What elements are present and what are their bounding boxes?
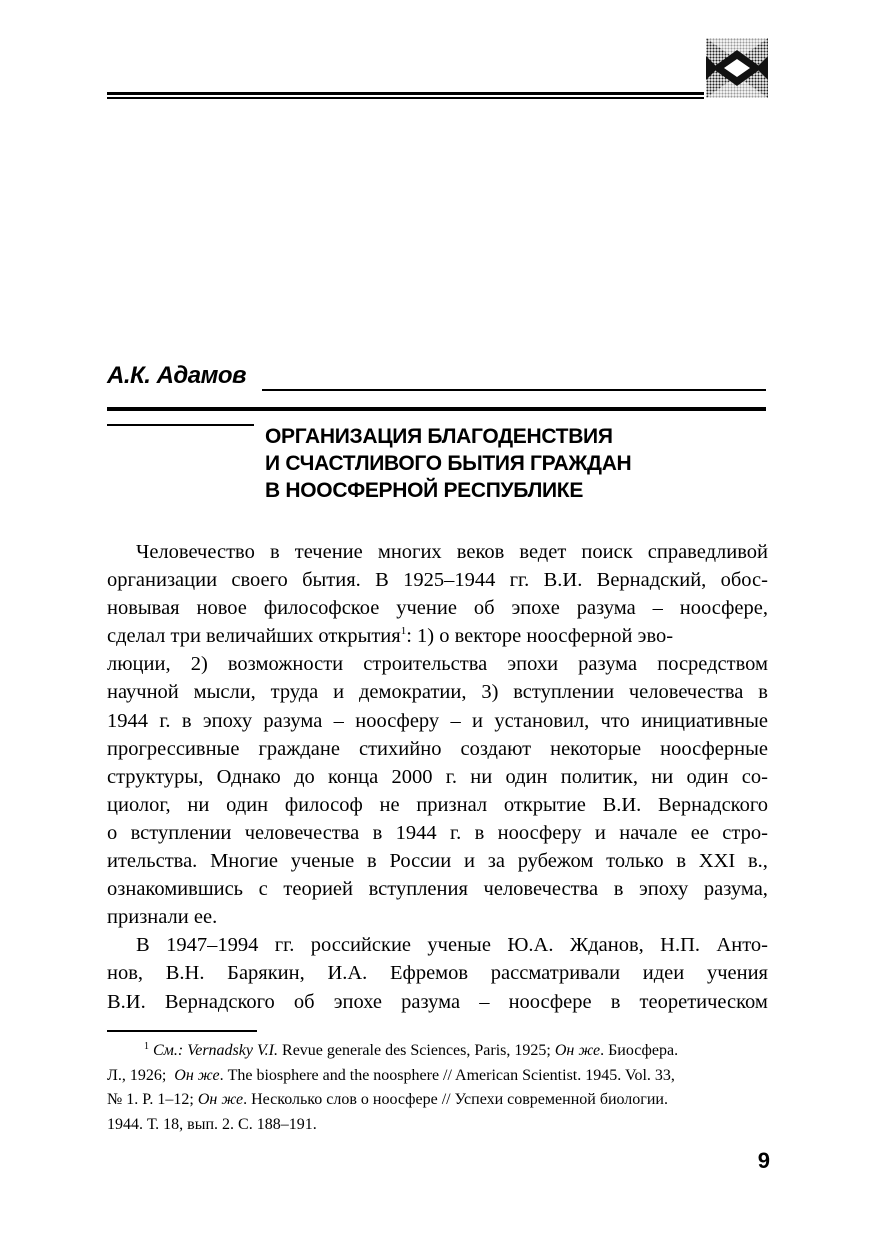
word: до [294, 765, 315, 788]
word: не [379, 793, 400, 816]
word: вступлении [130, 821, 232, 844]
body-line [107, 678, 768, 706]
footnote-segment [107, 1088, 668, 1113]
footnote-italic: Он же [174, 1066, 220, 1084]
word: ноосферу [355, 709, 440, 732]
footnote-text: . The biosphere and the noosphere // American Scientist. 1945. Vol. 33, [219, 1066, 675, 1084]
article-title [265, 423, 765, 504]
body-line [107, 650, 768, 678]
word: г. [450, 821, 462, 844]
word: В [375, 569, 389, 592]
word: начале [619, 821, 678, 844]
word: возможности [227, 653, 344, 676]
footnote-segment [107, 1064, 675, 1089]
word: демократии, [358, 681, 467, 704]
word: научной [107, 681, 179, 704]
word: гг. [509, 569, 530, 592]
word: Однако [216, 765, 281, 788]
footnote-line: 1944. Т. 18, вып. 2. С. 188–191. [107, 1115, 317, 1133]
word: в [269, 541, 280, 563]
body-line [107, 847, 768, 875]
word: установил, [494, 709, 590, 732]
body-line [107, 594, 768, 622]
word: человечества [628, 681, 744, 704]
word: человечества [244, 821, 360, 844]
word: об [293, 990, 315, 1013]
word: со- [741, 765, 768, 788]
word: 1944 [395, 821, 437, 844]
word: структуры, [107, 765, 204, 788]
word: В [136, 934, 150, 957]
word: ученые [290, 850, 355, 873]
word: Вернадский, [596, 569, 707, 592]
word: прогрессивные [107, 737, 240, 760]
word: 2000 [391, 765, 433, 788]
word: в [610, 990, 621, 1013]
word: разума [578, 653, 638, 676]
author-rule [262, 389, 766, 391]
body-segment-text: : 1) о векторе ноосферной эво- [406, 625, 674, 648]
footnote-text: . Несколько слов о ноосфере // Успехи современной биологии. [243, 1091, 668, 1108]
word: Ефремов [390, 962, 469, 985]
word: России [389, 850, 452, 873]
word: учения [706, 962, 768, 985]
word: – [333, 709, 344, 732]
word: и [464, 850, 475, 873]
word: рубежом [517, 850, 594, 873]
word: Вернадского [164, 990, 275, 1013]
footnote-text: Revue generale des Sciences, Paris, 1925; [278, 1042, 555, 1059]
word: г. [445, 765, 457, 788]
body-line: признали ее. [107, 906, 218, 929]
word: мысли, [193, 681, 256, 704]
word: только [606, 850, 664, 873]
word: эпоху [202, 709, 253, 732]
word: ни [651, 765, 674, 788]
word: бытия. [302, 569, 361, 592]
word: философ [284, 793, 363, 816]
footnote-text: . Биосфера. [600, 1042, 679, 1059]
word: человечества [483, 878, 599, 901]
word: обос- [720, 569, 768, 592]
body-line [107, 931, 768, 959]
word: разума, [703, 878, 768, 901]
body-line [107, 707, 768, 735]
word: 1925–1944 [403, 569, 496, 592]
word: посредством [657, 653, 768, 676]
word: течение [294, 541, 363, 563]
word: и [333, 681, 345, 704]
body-line [107, 538, 768, 566]
author-name: А.К. Адамов [107, 362, 247, 389]
body-line [107, 622, 768, 650]
word: справедливой [647, 541, 768, 563]
word: учение [396, 597, 457, 620]
word: в [613, 878, 624, 901]
word: стро- [722, 821, 768, 844]
word: эпохи [507, 653, 559, 676]
word: Н.П. [660, 934, 701, 957]
word: В.Н. [165, 962, 205, 985]
word: признал [416, 793, 488, 816]
word: в [367, 850, 377, 873]
word: ученые [427, 934, 491, 957]
word: разума [401, 990, 461, 1013]
header-rule-thin [107, 97, 704, 99]
word: Барякин, [227, 962, 305, 985]
word: ноосферные [660, 737, 768, 760]
word: граждане [258, 737, 340, 760]
footnote-line [107, 1064, 768, 1089]
word: 1947–1994 [166, 934, 259, 957]
word: XXI [698, 850, 736, 873]
word: инициативные [641, 709, 768, 732]
body-line [107, 819, 768, 847]
footnote-italic: Он же [554, 1042, 601, 1059]
word: В.И. [543, 569, 583, 592]
footnote-line [107, 1088, 768, 1113]
word: в [372, 821, 383, 844]
word: ее [690, 821, 709, 844]
word: люции, [107, 653, 171, 676]
word: Анто- [716, 934, 768, 957]
word: один [686, 765, 729, 788]
title-rule-short [107, 424, 254, 426]
word: Вернадского [658, 793, 768, 816]
word: – [479, 990, 490, 1013]
word: новывая [107, 597, 180, 620]
word: и [594, 821, 606, 844]
word: в [676, 850, 687, 873]
word: ноосфере, [679, 597, 768, 620]
footnote-line [107, 1039, 768, 1064]
word: веков [456, 541, 505, 563]
word: ноосфере [508, 990, 592, 1013]
body-text [107, 538, 768, 1016]
word: И.А. [327, 962, 368, 985]
word: эпохе [511, 597, 560, 620]
title-line: И СЧАСТЛИВОГО БЫТИЯ ГРАЖДАН [265, 452, 632, 475]
word: гг. [274, 934, 295, 957]
word: – [652, 597, 663, 620]
footnote-italic: См.: Vernadsky V.I. [153, 1042, 279, 1059]
word: циолог, [107, 793, 171, 816]
word: ноосферу [497, 821, 582, 844]
word: и [472, 709, 484, 732]
word: вступления [368, 878, 468, 901]
word: 1944 [107, 709, 148, 732]
word: многих [377, 541, 442, 563]
word: своего [231, 569, 288, 592]
word: ни [187, 793, 210, 816]
word: нов, [107, 962, 144, 985]
word: один [505, 765, 548, 788]
ornament-icon [706, 38, 768, 98]
footnote-text: Л., 1926; [107, 1066, 175, 1084]
word: ознакомившись [107, 878, 244, 901]
body-segment-text: сделал три величайших открытия [107, 625, 401, 648]
word: Ю.А. [507, 934, 554, 957]
word: за [487, 850, 505, 873]
word: политик, [560, 765, 638, 788]
word: г. [159, 709, 171, 732]
body-line [107, 735, 768, 763]
word: в [181, 709, 192, 732]
word: В.И. [107, 990, 146, 1013]
word: с [258, 878, 268, 901]
word: теоретическом [639, 990, 768, 1013]
footnote [107, 1039, 768, 1137]
word: один [226, 793, 269, 816]
word: российские [310, 934, 412, 957]
title-rule-thick [107, 407, 766, 411]
word: В.И. [602, 793, 642, 816]
word: вступлении [513, 681, 615, 704]
body-line [107, 959, 768, 987]
word: некоторые [550, 737, 642, 760]
body-line [107, 988, 768, 1016]
word: новое [196, 597, 247, 620]
word: в., [747, 850, 768, 873]
word: стихийно [359, 737, 442, 760]
body-line [107, 875, 768, 903]
body-line [107, 763, 768, 791]
footnote-rule [107, 1030, 257, 1032]
word: ительства. [107, 850, 198, 873]
word: 3) [481, 681, 499, 704]
word: ни [470, 765, 493, 788]
word: ведет [519, 541, 567, 563]
word: эпохе [333, 990, 383, 1013]
word: теорией [283, 878, 353, 901]
word: труда [270, 681, 319, 704]
word: о [107, 821, 118, 844]
word: поиск [581, 541, 633, 563]
word: создают [460, 737, 532, 760]
body-line [107, 566, 768, 594]
word: разума [263, 709, 323, 732]
body-segment [107, 622, 673, 650]
word: Многие [210, 850, 278, 873]
word: что [600, 709, 630, 732]
body-line [107, 791, 768, 819]
word: открытие [503, 793, 586, 816]
word: 2) [190, 653, 208, 676]
footnote-italic: Он же [197, 1091, 244, 1108]
word: – [450, 709, 461, 732]
word: организации [107, 569, 218, 592]
title-line: ОРГАНИЗАЦИЯ БЛАГОДЕНСТВИЯ [265, 425, 613, 448]
word: Жданов, [569, 934, 644, 957]
word: в [474, 821, 485, 844]
title-line: В НООСФЕРНОЙ РЕСПУБЛИКЕ [265, 479, 584, 502]
word: Человечество [136, 541, 255, 563]
word: об [473, 597, 495, 620]
page-number: 9 [757, 1148, 770, 1173]
word: строительства [363, 653, 488, 676]
word: конца [328, 765, 379, 788]
header-rule-thick [107, 92, 704, 95]
footnote-number: 1 [144, 1041, 149, 1052]
word: идеи [642, 962, 685, 985]
word: в [758, 681, 768, 704]
footnote-ref[interactable]: 1 [400, 625, 407, 638]
word: разума [576, 597, 636, 620]
word: эпоху [639, 878, 689, 901]
footnote-text: № 1. P. 1–12; [107, 1091, 198, 1108]
word: философское [263, 597, 380, 620]
word: рассматривали [490, 962, 621, 985]
footnote-segment [144, 1039, 678, 1064]
